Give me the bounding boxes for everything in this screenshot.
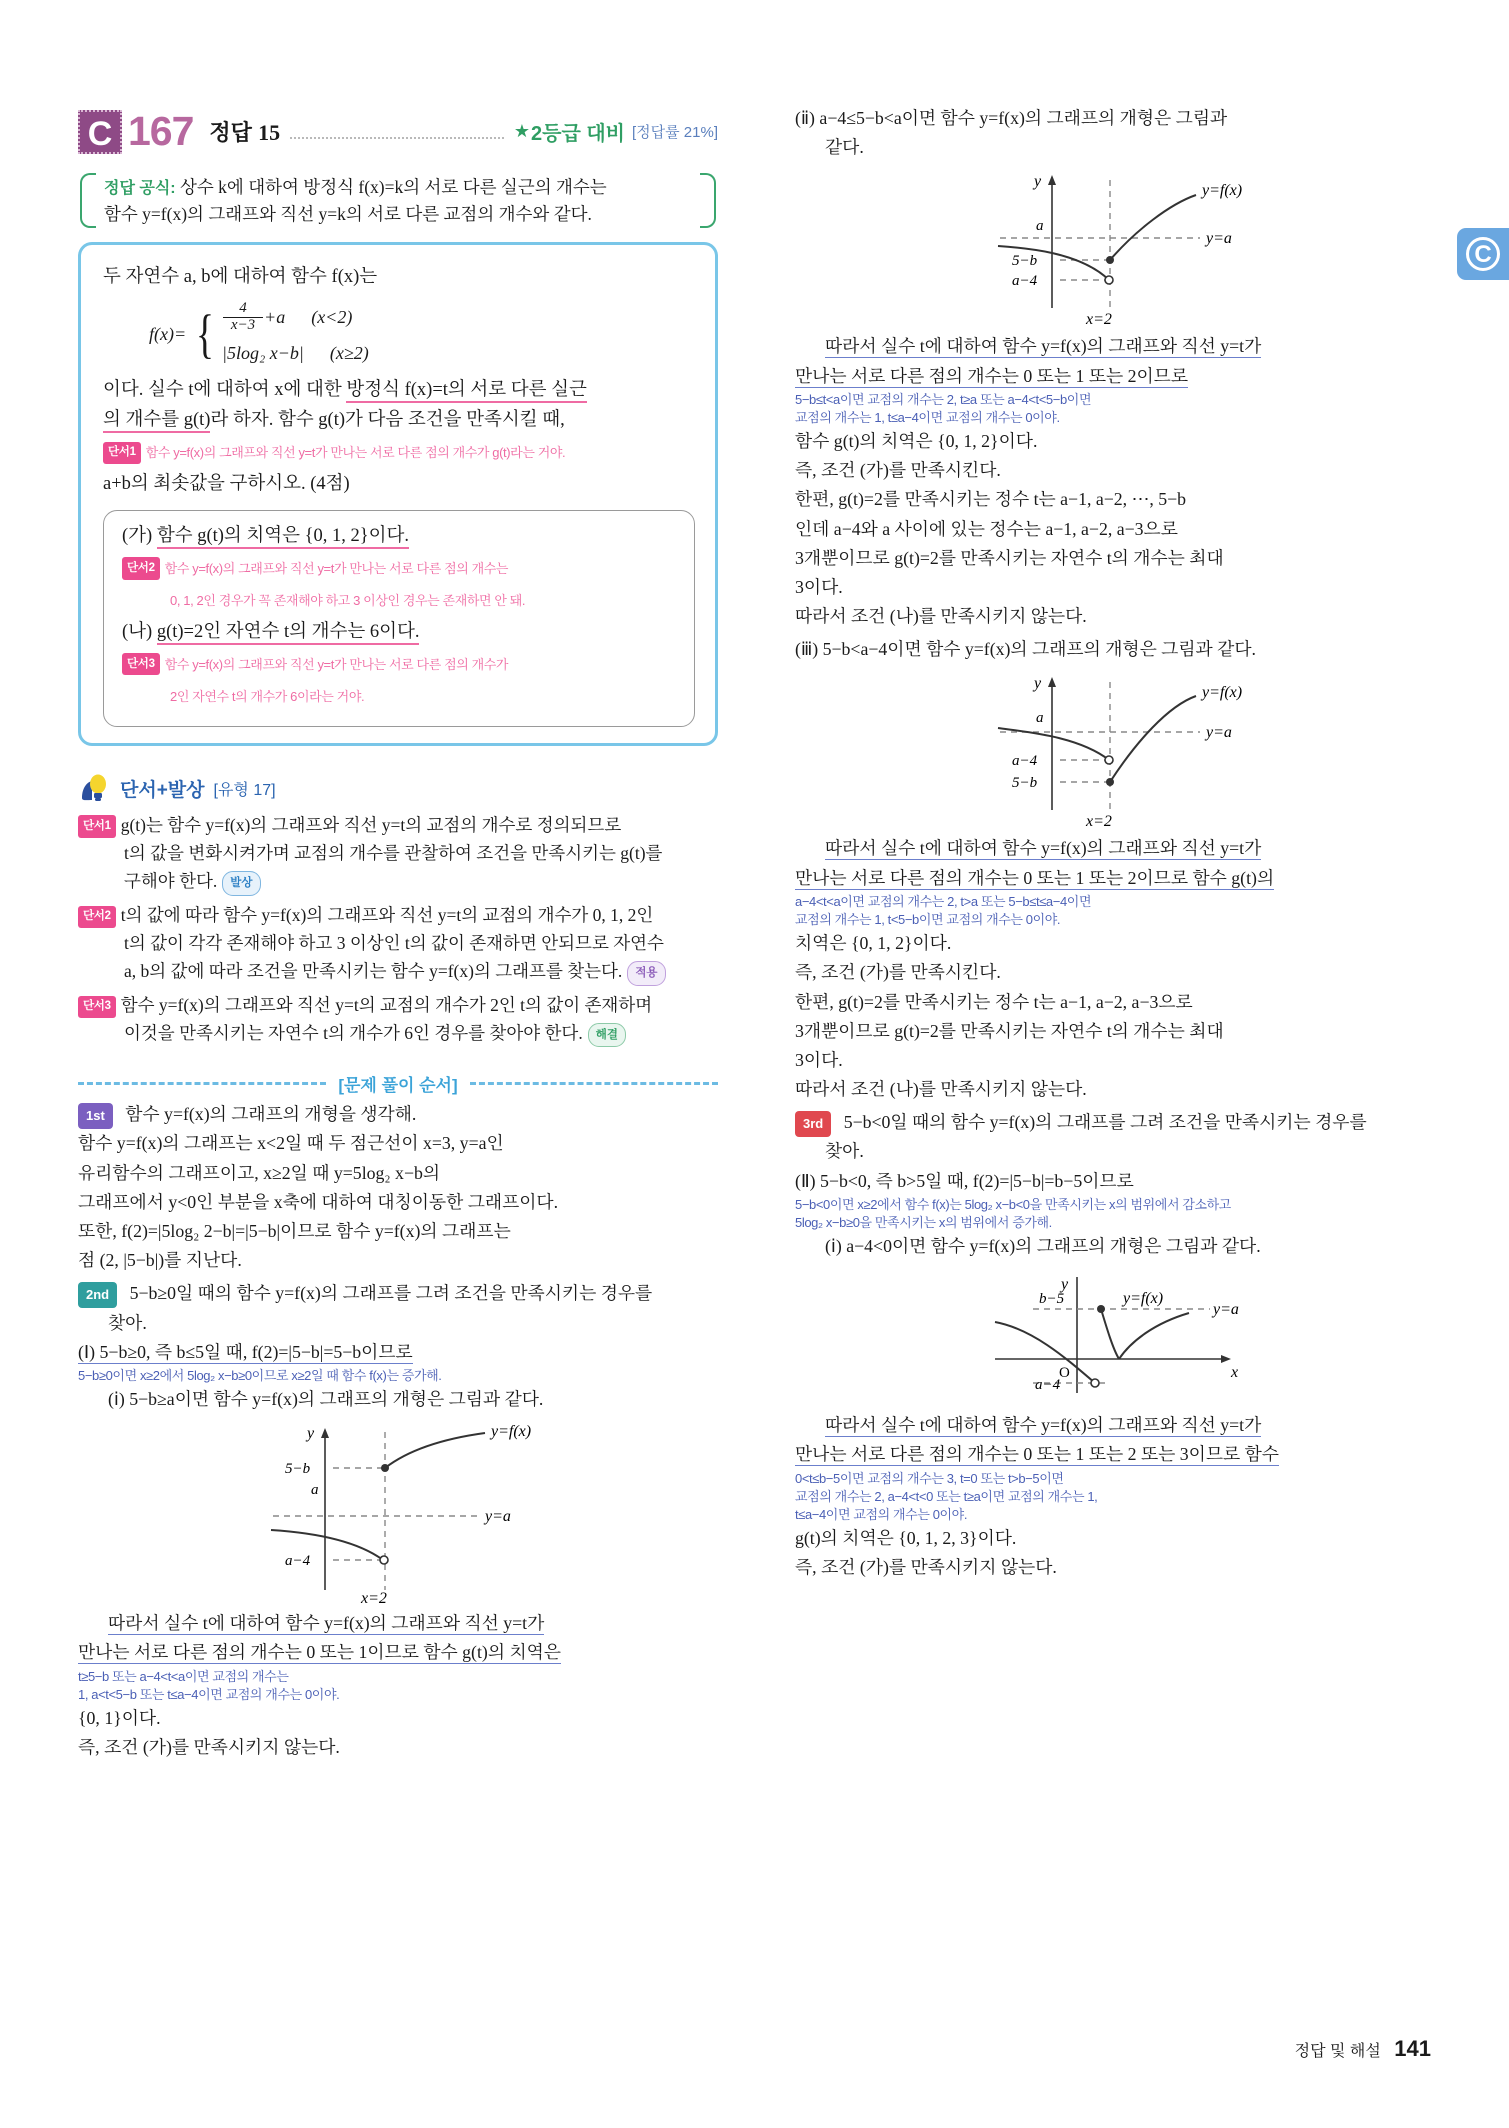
after-fig-ii-l2-wrap: [795, 362, 1455, 391]
piecewise-lhs: f(x)=: [149, 323, 187, 344]
idea-3-line1: 함수 y=f(x)의 그래프와 직선 y=t의 교점의 개수가 2인 t의 값이 존재하며: [120, 994, 653, 1015]
idea-section-header: [78, 772, 718, 806]
grade-tag: 2등급 대비: [531, 123, 625, 145]
piecewise-row-2-cond: (x≥2): [329, 342, 369, 363]
after-fig-II-l2-wrap: [795, 1440, 1455, 1469]
hint-3-line-2: [170, 682, 678, 712]
problem-body-1a: 이다. 실수 t에 대하여 x에 대한: [103, 379, 347, 400]
idea-1-pill: 단서1: [78, 815, 116, 837]
after-fig-iii-l2-wrap: [795, 864, 1455, 893]
idea-2-line2: t의 값이 각각 존재해야 하고 3 이상인 t의 값이 존재하면 안되므로 자연수: [124, 932, 664, 953]
fraction-numerator: 4: [239, 300, 247, 317]
figure-case-iii: [795, 670, 1455, 830]
after-fig-i-l1-wrap: [108, 1609, 718, 1638]
svg-text:y=f(x): y=f(x): [1202, 684, 1243, 702]
svg-text:y: y: [1034, 675, 1042, 693]
svg-text:5−b: 5−b: [1012, 253, 1038, 270]
after-fig-II-l3: g(t)의 치역은 {0, 1, 2, 3}이다.: [795, 1528, 1017, 1549]
step-3-title-l1: 5−b<0일 때의 함수 y=f(x)의 그래프를 그려 조건을 만족시키는 경우를: [843, 1112, 1367, 1133]
lightbulb-icon: [78, 772, 112, 806]
after-fig-ii-blue-2: 교점의 개수는 1, t≤a−4이면 교점의 개수는 0이야.: [795, 409, 1060, 425]
hint-2-text-1: 함수 y=f(x)의 그래프와 직선 y=t가 만나는 서로 다른 점의 개수는: [164, 560, 509, 576]
problem-number: 167: [128, 108, 194, 154]
idea-3-line2-wrap: [124, 1019, 718, 1047]
piecewise-row-1: [222, 301, 369, 334]
idea-section-title: 단서+발상: [120, 780, 205, 802]
after-fig-II-l1-wrap: [825, 1411, 1455, 1440]
svg-text:y=f(x): y=f(x): [491, 1423, 532, 1441]
after-fig-i-l3: {0, 1}이다.: [78, 1707, 161, 1728]
step-1-title: 함수 y=f(x)의 그래프의 개형을 생각해.: [125, 1104, 417, 1125]
answer-formula-note: [78, 171, 718, 230]
idea-3-tag: 해결: [588, 1023, 626, 1048]
formula-note-text1: 상수 k에 대하여 방정식 f(x)=k의 서로 다른 실근의 개수는: [179, 177, 607, 197]
correct-rate-tag: [정답률 21%]: [632, 124, 718, 141]
svg-text:x=2: x=2: [361, 1590, 387, 1606]
divider-dash-right: [470, 1082, 718, 1085]
fraction: [223, 301, 263, 334]
idea-3-pill: 단서3: [78, 996, 116, 1018]
after-fig-ii-l9: 따라서 조건 (나)를 만족시키지 않는다.: [795, 606, 1087, 627]
case-ii-l1: (ⅱ) a−4≤5−b<a이면 함수 y=f(x)의 그래프의 개형은 그림과: [795, 108, 1228, 128]
after-fig-ii-l8: 3이다.: [795, 576, 843, 597]
idea-1-tag: 발상: [222, 871, 260, 896]
step-1-p2-l2: 점 (2, |5−b|)를 지난다.: [78, 1250, 242, 1271]
after-fig-II-blue-1: 0<t≤b−5이면 교점의 개수는 3, t=0 또는 t>b−5이면: [795, 1470, 1064, 1486]
piecewise-row-1-tail: +a: [264, 306, 286, 327]
header-dot-leader: [290, 125, 504, 139]
condition-ga-label: (가): [122, 525, 153, 546]
idea-1-line2: t의 값을 변화시켜가며 교점의 개수를 관찰하여 조건을 만족시키는 g(t)를: [124, 842, 663, 863]
svg-text:y=f(x): y=f(x): [1123, 1290, 1164, 1308]
svg-text:y=f(x): y=f(x): [1202, 182, 1243, 200]
after-fig-iii-l1: 따라서 실수 t에 대하여 함수 y=f(x)의 그래프와 직선 y=t가: [825, 838, 1262, 859]
after-fig-ii-l1: 따라서 실수 t에 대하여 함수 y=f(x)의 그래프와 직선 y=t가: [825, 336, 1262, 357]
side-chapter-tab: [1457, 228, 1509, 280]
fraction-denominator: x−3: [230, 316, 256, 333]
problem-statement-box: [78, 242, 718, 745]
case-iii-line: (ⅲ) 5−b<a−4이면 함수 y=f(x)의 그래프의 개형은 그림과 같다.: [795, 639, 1256, 660]
page-number: 141: [1394, 2036, 1431, 2061]
idea-item: [78, 811, 718, 896]
answer-value: 15: [258, 120, 281, 145]
conditions-box: [103, 510, 695, 727]
svg-text:y=a: y=a: [1206, 724, 1232, 742]
after-fig-ii-l3: 함수 g(t)의 치역은 {0, 1, 2}이다.: [795, 431, 1038, 452]
idea-2-line3-wrap: [124, 957, 718, 985]
svg-text:a−4: a−4: [1012, 753, 1038, 770]
idea-item: [78, 991, 718, 1048]
answer-block: [209, 116, 280, 147]
after-fig-i-l2: 만나는 서로 다른 점의 개수는 0 또는 1이므로 함수 g(t)의 치역은: [78, 1642, 561, 1663]
hint-2-line-2: [170, 586, 678, 616]
problem-body-2: [103, 406, 695, 436]
svg-text:a: a: [311, 1482, 319, 1499]
formula-note-line1: [104, 174, 692, 201]
after-fig-iii-l8: 따라서 조건 (나)를 만족시키지 않는다.: [795, 1079, 1087, 1100]
hint-2-pill: 단서2: [122, 557, 160, 579]
idea-item: [78, 901, 718, 986]
hint-3-pill: 단서3: [122, 653, 160, 675]
right-column: [795, 0, 1455, 1583]
svg-text:5−b: 5−b: [285, 1461, 311, 1478]
after-fig-iii-l1-wrap: [825, 834, 1455, 863]
idea-3-line2: 이것을 만족시키는 자연수 t의 개수가 6인 경우를 찾아야 한다.: [124, 1022, 583, 1043]
svg-text:a: a: [1036, 710, 1044, 727]
condition-na: [122, 618, 678, 648]
after-fig-ii-blue-1: 5−b≤t<a이면 교점의 개수는 2, t≥a 또는 a−4<t<5−b이면: [795, 391, 1092, 407]
after-fig-iii-l7: 3이다.: [795, 1049, 843, 1070]
svg-text:y=a: y=a: [1206, 230, 1232, 248]
after-fig-i-l4: 즉, 조건 (가)를 만족시키지 않는다.: [78, 1737, 340, 1758]
divider-dash-left: [78, 1082, 326, 1085]
after-fig-iii-l6: 3개뿐이므로 g(t)=2를 만족시키는 자연수 t의 개수는 최대: [795, 1020, 1224, 1041]
idea-1-line1: g(t)는 함수 y=f(x)의 그래프와 직선 y=t의 교점의 개수로 정의되므로: [120, 814, 622, 835]
after-fig-i-blue-1: t≥5−b 또는 a−4<t<a이면 교점의 개수는: [78, 1668, 289, 1684]
hint-2-line-1: [122, 554, 678, 584]
case-I-text: (Ⅰ) 5−b≥0, 즉 b≤5일 때, f(2)=|5−b|=5−b이므로: [78, 1341, 413, 1362]
step-3-badge: 3rd: [795, 1111, 831, 1137]
svg-text:a: a: [1036, 218, 1044, 235]
idea-2-line1: t의 값에 따라 함수 y=f(x)의 그래프와 직선 y=t의 교점의 개수가 0, 1, 2인: [120, 904, 654, 925]
step-2-heading: [78, 1279, 718, 1308]
brace-icon: {: [196, 304, 215, 365]
step-2-badge: 2nd: [78, 1282, 117, 1308]
after-fig-i-blue-2: 1, a<t<5−b 또는 t≤a−4이면 교점의 개수는 0이야.: [78, 1686, 340, 1702]
hint-3-line-1: [122, 650, 678, 680]
case-II-i-line: (ⅰ) a−4<0이면 함수 y=f(x)의 그래프의 개형은 그림과 같다.: [825, 1236, 1261, 1257]
svg-text:x=2: x=2: [1086, 813, 1112, 831]
condition-na-label: (나): [122, 621, 153, 642]
formula-note-line2: 함수 y=f(x)의 그래프와 직선 y=k의 서로 다른 교점의 개수와 같다.: [104, 204, 592, 224]
case-II-blue-1: 5−b<0이면 x≥2에서 함수 f(x)는 5log₂ x−b<0을 만족시키는 x의 범위에서 감소하고: [795, 1196, 1231, 1212]
after-fig-i-l2-wrap: [78, 1638, 718, 1667]
condition-ga: [122, 522, 678, 552]
step-2-title-l2: 찾아.: [108, 1312, 147, 1333]
step-1-heading: [78, 1100, 718, 1129]
idea-1-line3-wrap: [124, 867, 718, 895]
step-1-p1-l3: 그래프에서 y<0인 부분을 x축에 대하여 대칭이동한 그래프이다.: [78, 1191, 559, 1212]
hint-3-text-1: 함수 y=f(x)의 그래프와 직선 y=t가 만나는 서로 다른 점의 개수가: [164, 656, 509, 672]
after-fig-II-blue-2: 교점의 개수는 2, a−4<t<0 또는 t≥a이면 교점의 개수는 1,: [795, 1488, 1098, 1504]
svg-text:a−4: a−4: [1012, 273, 1038, 290]
formula-note-label: 정답 공식:: [104, 180, 176, 197]
step-1-p2-l1: 또한, f(2)=|5log₂ 2−b|=|5−b|이므로 함수 y=f(x)의 그래프는: [78, 1221, 511, 1241]
case-i-line: (ⅰ) 5−b≥a이면 함수 y=f(x)의 그래프의 개형은 그림과 같다.: [108, 1389, 544, 1410]
svg-text:a−4: a−4: [285, 1553, 311, 1570]
footer-label: 정답 및 해설: [1294, 2043, 1381, 2060]
left-column: [78, 0, 718, 1762]
problem-underline-2: 의 개수를 g(t): [103, 410, 210, 433]
after-fig-iii-l4: 즉, 조건 (가)를 만족시킨다.: [795, 962, 1001, 983]
problem-body-2b: 라 하자. 함수 g(t)가 다음 조건을 만족시킬 때,: [210, 409, 565, 430]
after-fig-ii-l6: 인데 a−4와 a 사이에 있는 정수는 a−1, a−2, a−3으로: [795, 518, 1178, 539]
after-fig-II-blue-3: t≤a−4이면 교점의 개수는 0이야.: [795, 1506, 968, 1522]
divider-label: [문제 풀이 순서]: [338, 1076, 458, 1096]
condition-ga-text: 함수 g(t)의 치역은 {0, 1, 2}이다.: [157, 526, 409, 549]
problem-header: [78, 108, 718, 155]
svg-text:x: x: [1231, 1364, 1239, 1382]
piecewise-function: [149, 301, 695, 368]
svg-text:y: y: [307, 1425, 315, 1443]
svg-text:b−5: b−5: [1039, 1291, 1065, 1308]
page-footer: [1295, 2036, 1431, 2062]
hint-3-text-2: 2인 자연수 t의 개수가 6이라는 거야.: [170, 688, 365, 704]
piecewise-row-2: [222, 339, 369, 368]
after-fig-ii-l2: 만나는 서로 다른 점의 개수는 0 또는 1 또는 2이므로: [795, 365, 1189, 386]
condition-na-text: g(t)=2인 자연수 t의 개수는 6이다.: [157, 622, 420, 645]
case-I-blue-note: 5−b≥0이면 x≥2에서 5log₂ x−b≥0이므로 x≥2일 때 함수 f(x)는 증가해.: [78, 1367, 442, 1383]
step-1-badge: 1st: [78, 1103, 113, 1129]
svg-text:x=2: x=2: [1086, 311, 1112, 329]
figure-case-i: [78, 1420, 718, 1605]
after-fig-II-l4: 즉, 조건 (가)를 만족시키지 않는다.: [795, 1557, 1057, 1578]
hint-1-pill: 단서1: [103, 442, 141, 464]
case-I-line: [78, 1338, 718, 1367]
star-icon: ★: [513, 121, 531, 141]
idea-section-type: [유형 17]: [213, 782, 276, 800]
piecewise-row-2-expr: |5log₂ x−b|: [222, 342, 304, 363]
svg-text:a−4: a−4: [1035, 1377, 1061, 1394]
svg-text:O: O: [1059, 1365, 1070, 1382]
step-1-p1-l2: 유리함수의 그래프이고, x≥2일 때 y=5log₂ x−b의: [78, 1162, 441, 1183]
figure-case-ii: [795, 168, 1455, 328]
case-II-line: (Ⅱ) 5−b<0, 즉 b>5일 때, f(2)=|5−b|=b−5이므로: [795, 1170, 1134, 1191]
after-fig-ii-l4: 즉, 조건 (가)를 만족시킨다.: [795, 460, 1001, 481]
after-fig-iii-blue-1: a−4<t<a이면 교점의 개수는 2, t>a 또는 5−b≤t≤a−4이면: [795, 893, 1092, 909]
step-3-heading: [795, 1108, 1455, 1137]
after-fig-ii-l5: 한편, g(t)=2를 만족시키는 정수 t는 a−1, a−2, ⋯, 5−b: [795, 489, 1187, 510]
idea-2-pill: 단서2: [78, 906, 116, 928]
solution-order-divider: [78, 1071, 718, 1096]
answer-label: 정답: [209, 120, 252, 145]
problem-intro: 두 자연수 a, b에 대하여 함수 f(x)는: [103, 267, 378, 288]
svg-text:y=a: y=a: [1213, 1301, 1239, 1319]
piecewise-row-1-cond: (x<2): [311, 306, 353, 327]
hint-1-line: [103, 438, 695, 468]
figure-case-II-i: [795, 1267, 1455, 1407]
after-fig-i-l1: 따라서 실수 t에 대하여 함수 y=f(x)의 그래프와 직선 y=t가: [108, 1613, 545, 1634]
svg-text:y: y: [1034, 173, 1042, 191]
svg-text:y=a: y=a: [485, 1508, 511, 1526]
chapter-badge: C: [78, 110, 122, 154]
hint-1-text: 함수 y=f(x)의 그래프와 직선 y=t가 만나는 서로 다른 점의 개수가 g(t)라는 거야.: [145, 444, 566, 460]
after-fig-ii-l1-wrap: [825, 332, 1455, 361]
problem-underline-1: 방정식 f(x)=t의 서로 다른 실근: [346, 380, 587, 403]
problem-body-1: [103, 376, 695, 406]
after-fig-II-l2: 만나는 서로 다른 점의 개수는 0 또는 1 또는 2 또는 3이므로 함수: [795, 1444, 1279, 1465]
case-ii-l2: 같다.: [825, 137, 864, 158]
svg-text:5−b: 5−b: [1012, 775, 1038, 792]
side-tab-letter: C: [1466, 237, 1500, 271]
after-fig-II-l1: 따라서 실수 t에 대하여 함수 y=f(x)의 그래프와 직선 y=t가: [825, 1415, 1262, 1436]
idea-2-line3: a, b의 값에 따라 조건을 만족시키는 함수 y=f(x)의 그래프를 찾는다.: [124, 961, 623, 982]
step-3-title-l2: 찾아.: [825, 1141, 864, 1162]
after-fig-ii-l7: 3개뿐이므로 g(t)=2를 만족시키는 자연수 t의 개수는 최대: [795, 547, 1224, 568]
idea-2-tag: 적용: [627, 961, 665, 986]
after-fig-iii-l5: 한편, g(t)=2를 만족시키는 정수 t는 a−1, a−2, a−3으로: [795, 991, 1193, 1012]
hint-2-text-2: 0, 1, 2인 경우가 꼭 존재해야 하고 3 이상인 경우는 존재하면 안 돼.: [170, 592, 526, 608]
case-II-blue-2: 5log₂ x−b≥0을 만족시키는 x의 범위에서 증가해.: [795, 1214, 1052, 1230]
after-fig-iii-blue-2: 교점의 개수는 1, t<5−b이면 교점의 개수는 0이야.: [795, 911, 1061, 927]
after-fig-iii-l3: 치역은 {0, 1, 2}이다.: [795, 933, 952, 954]
problem-body-3: a+b의 최솟값을 구하시오. (4점): [103, 473, 350, 494]
idea-1-line3: 구해야 한다.: [124, 871, 218, 892]
svg-text:y: y: [1061, 1276, 1069, 1294]
step-2-title-l1: 5−b≥0일 때의 함수 y=f(x)의 그래프를 그려 조건을 만족시키는 경우를: [129, 1283, 653, 1304]
step-1-p1-l1: 함수 y=f(x)의 그래프는 x<2일 때 두 점근선이 x=3, y=a인: [78, 1133, 504, 1154]
after-fig-iii-l2: 만나는 서로 다른 점의 개수는 0 또는 1 또는 2이므로 함수 g(t)의: [795, 867, 1275, 888]
